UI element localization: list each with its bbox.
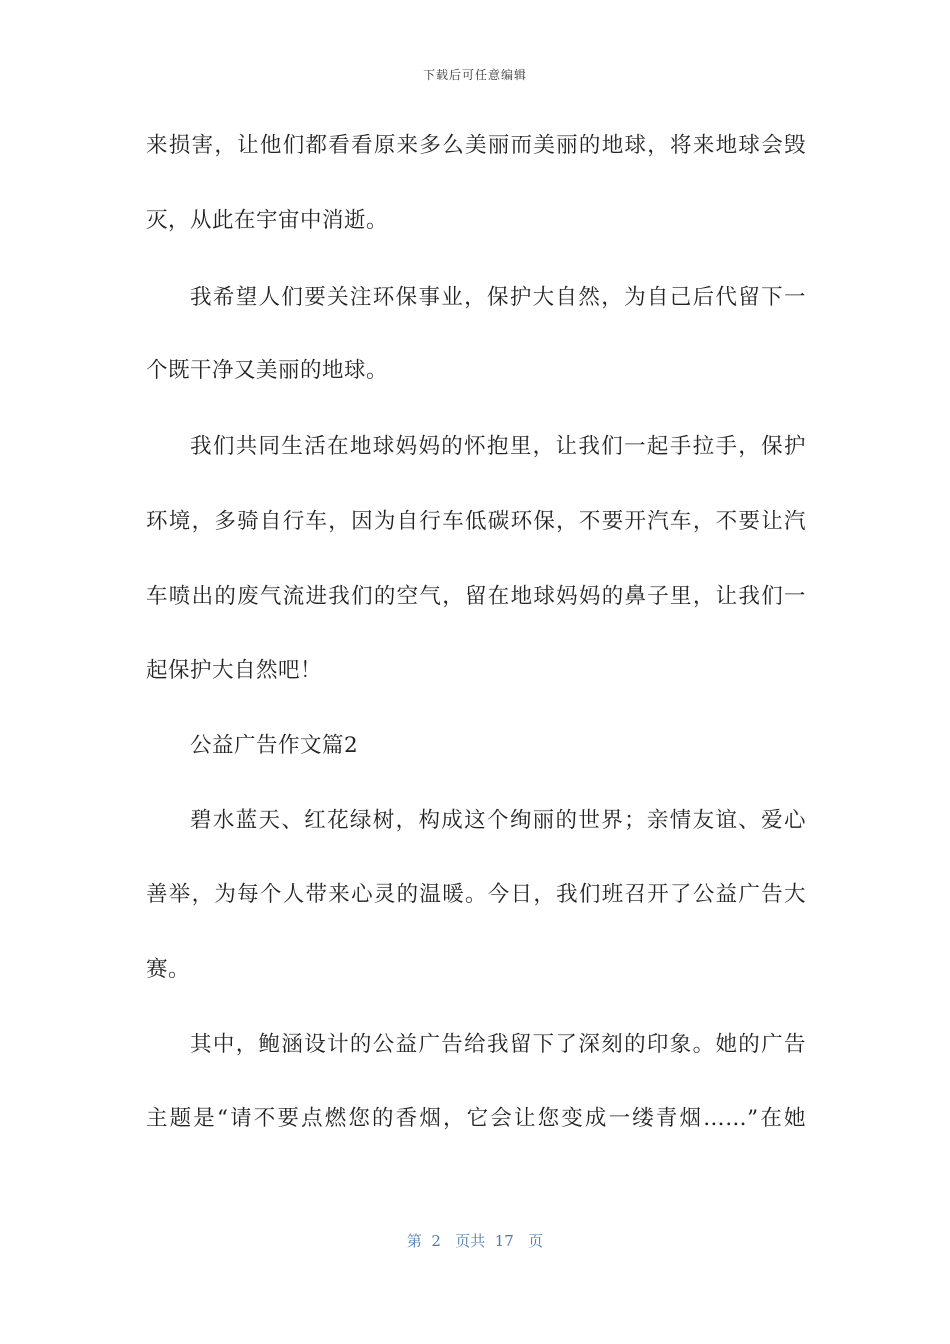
page-footer: 第 2 页共 17 页 bbox=[406, 1232, 544, 1250]
text-line: 灭，从此在宇宙中消逝。 bbox=[146, 208, 389, 233]
paragraph-first-line: 我希望人们要关注环保事业，保护大自然，为自己后代留下一 bbox=[190, 285, 806, 310]
paragraph-first-line: 其中，鲍涵设计的公益广告给我留下了深刻的印象。她的广告 bbox=[190, 1032, 806, 1057]
text-line: 赛。 bbox=[146, 957, 191, 982]
page-header: 下载后可任意编辑 bbox=[422, 68, 527, 82]
paragraph-first-line: 碧水蓝天、红花绿树，构成这个绚丽的世界；亲情友谊、爱心 bbox=[190, 808, 806, 833]
text-line: 善举，为每个人带来心灵的温暖。今日，我们班召开了公益广告大 bbox=[146, 882, 806, 907]
paragraph-first-line: 我们共同生活在地球妈妈的怀抱里，让我们一起手拉手，保护 bbox=[190, 434, 806, 459]
section-heading: 公益广告作文篇2 bbox=[190, 733, 359, 758]
text-line: 来损害，让他们都看看原来多么美丽而美丽的地球，将来地球会毁 bbox=[146, 133, 806, 158]
text-line: 主题是“请不要点燃您的香烟，它会让您变成一缕青烟……”在她 bbox=[146, 1106, 806, 1131]
text-line: 环境，多骑自行车，因为自行车低碳环保，不要开汽车，不要让汽 bbox=[146, 509, 806, 534]
text-line: 起保护大自然吧！ bbox=[146, 658, 323, 683]
text-line: 个既干净又美丽的地球。 bbox=[146, 358, 389, 383]
text-line: 车喷出的废气流进我们的空气，留在地球妈妈的鼻子里，让我们一 bbox=[146, 584, 806, 609]
